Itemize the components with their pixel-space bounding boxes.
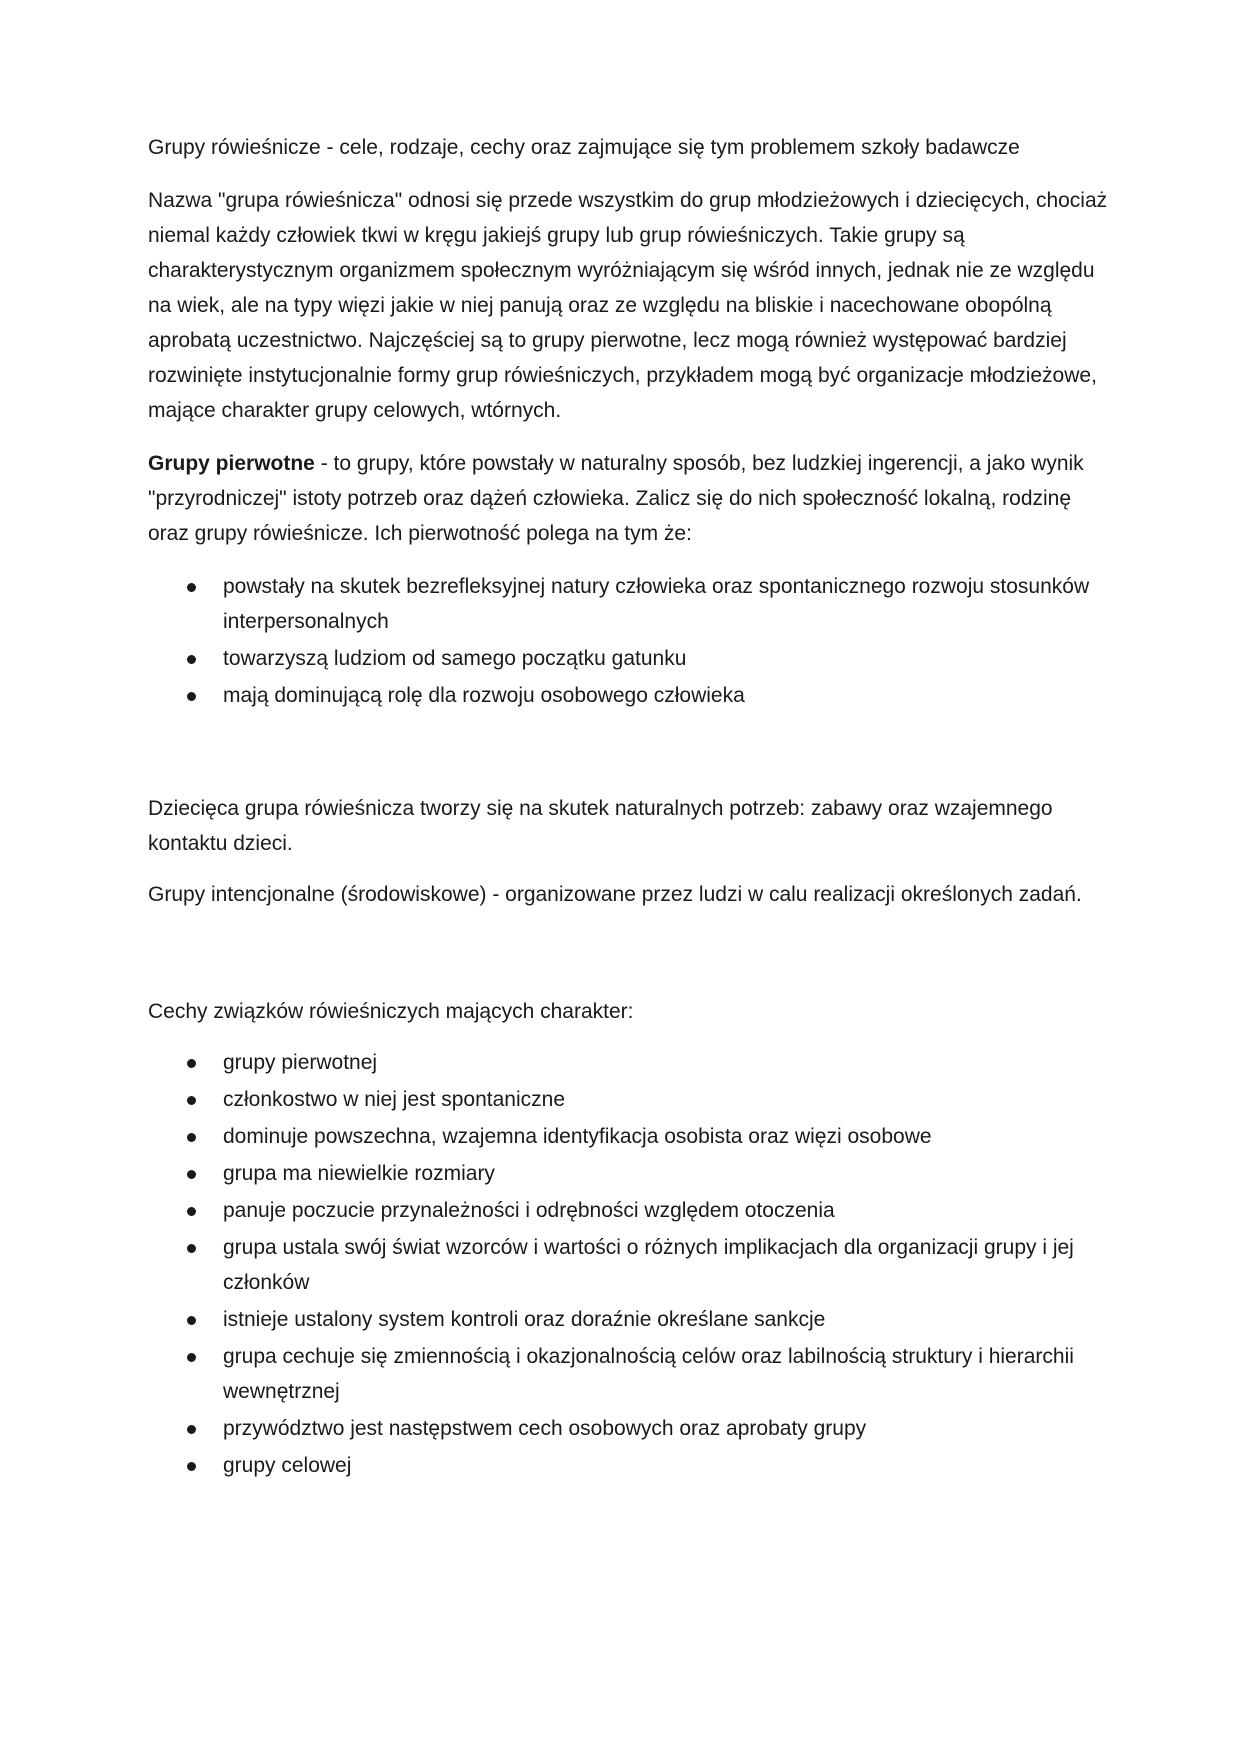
list-item [148,1156,1108,1191]
primary-groups-definition: - to grupy, które powstały w naturalny sposób, bez ludzkiej ingerencji, a jako wynik "przyrodniczej" istoty potrzeb oraz dążeń człowieka. Zalicz się do nich społeczność lokalną, rodzinę oraz grupy rówieśnicze. Ich pierwotność polega na tym że: [148,452,1084,545]
bullet-icon [187,655,196,664]
list-item [148,1411,1108,1446]
list-item-text: grupa ustala swój świat wzorców i wartości o różnych implikacjach dla organizacji grupy i jej członków [223,1236,1074,1294]
list-item [148,1082,1108,1117]
list-item-text: towarzyszą ludziom od samego początku gatunku [223,647,687,670]
list-item-text: mają dominującą rolę dla rozwoju osobowego człowieka [223,684,745,707]
bullet-icon [187,1353,196,1362]
list-item [148,1339,1108,1409]
bullet-icon [187,1462,196,1471]
intentional-groups-paragraph: Grupy intencjonalne (środowiskowe) - organizowane przez ludzi w calu realizacji określonych zadań. [148,883,1082,906]
list-item [148,1230,1108,1300]
list-item-text: grupa cechuje się zmiennością i okazjonalnością celów oraz labilnością struktury i hierarchii wewnętrznej [223,1345,1074,1403]
bullet-icon [187,1316,196,1325]
list-item-text: grupa ma niewielkie rozmiary [223,1162,495,1185]
document-title: Grupy rówieśnicze - cele, rodzaje, cechy oraz zajmujące się tym problemem szkoły badawcze [148,136,1020,159]
list-item [148,1448,1108,1483]
primary-groups-paragraph [148,446,1108,551]
list-item-text: panuje poczucie przynależności i odrębności względem otoczenia [223,1199,835,1222]
list-item-text: powstały na skutek bezrefleksyjnej natury człowieka oraz spontanicznego rozwoju stosunków interpersonalnych [223,575,1090,633]
bullet-icon [187,1059,196,1068]
bullet-icon [187,1170,196,1179]
list-item-text: grupy celowej [223,1454,352,1477]
bullet-icon [187,1133,196,1142]
bullet-icon [187,692,196,701]
list-item [148,641,1108,676]
list-item-text: przywództwo jest następstwem cech osobowych oraz aprobaty grupy [223,1417,867,1440]
features-heading: Cechy związków rówieśniczych mających charakter: [148,1000,634,1023]
list-item [148,1045,1108,1080]
list-item [148,1119,1108,1154]
primary-groups-term: Grupy pierwotne [148,452,315,475]
document-page [148,130,1108,1485]
list-item-text: członkostwo w niej jest spontaniczne [223,1088,566,1111]
bullet-icon [187,583,196,592]
bullet-icon [187,1425,196,1434]
primary-groups-list [148,569,1108,713]
list-item-text: dominuje powszechna, wzajemna identyfikacja osobista oraz więzi osobowe [223,1125,932,1148]
bullet-icon [187,1244,196,1253]
list-item-text: istnieje ustalony system kontroli oraz doraźnie określane sankcje [223,1308,826,1331]
features-list [148,1045,1108,1483]
bullet-icon [187,1096,196,1105]
list-item [148,1193,1108,1228]
intro-paragraph: Nazwa "grupa rówieśnicza" odnosi się przede wszystkim do grup młodzieżowych i dziecięcych, chociaż niemal każdy człowiek tkwi w kręgu jakiejś grupy lub grup rówieśniczych. Takie grupy są charakterystycznym organizmem społecznym wyróżniającym się wśród innych, jednak nie ze względu na wiek, ale na typy więzi jakie w niej panują oraz ze względu na bliskie i nacechowane obopólną aprobatą uczestnictwo. Najczęściej są to grupy pierwotne, lecz mogą również występować bardziej rozwinięte instytucjonalnie formy grup rówieśniczych, przykładem mogą być organizacje młodzieżowe, mające charakter grupy celowych, wtórnych. [148,189,1108,422]
children-group-paragraph: Dziecięca grupa rówieśnicza tworzy się na skutek naturalnych potrzeb: zabawy oraz wzajemnego kontaktu dzieci. [148,797,1053,855]
list-item-text: grupy pierwotnej [223,1051,378,1074]
list-item [148,678,1108,713]
list-item [148,569,1108,639]
list-item [148,1302,1108,1337]
bullet-icon [187,1207,196,1216]
